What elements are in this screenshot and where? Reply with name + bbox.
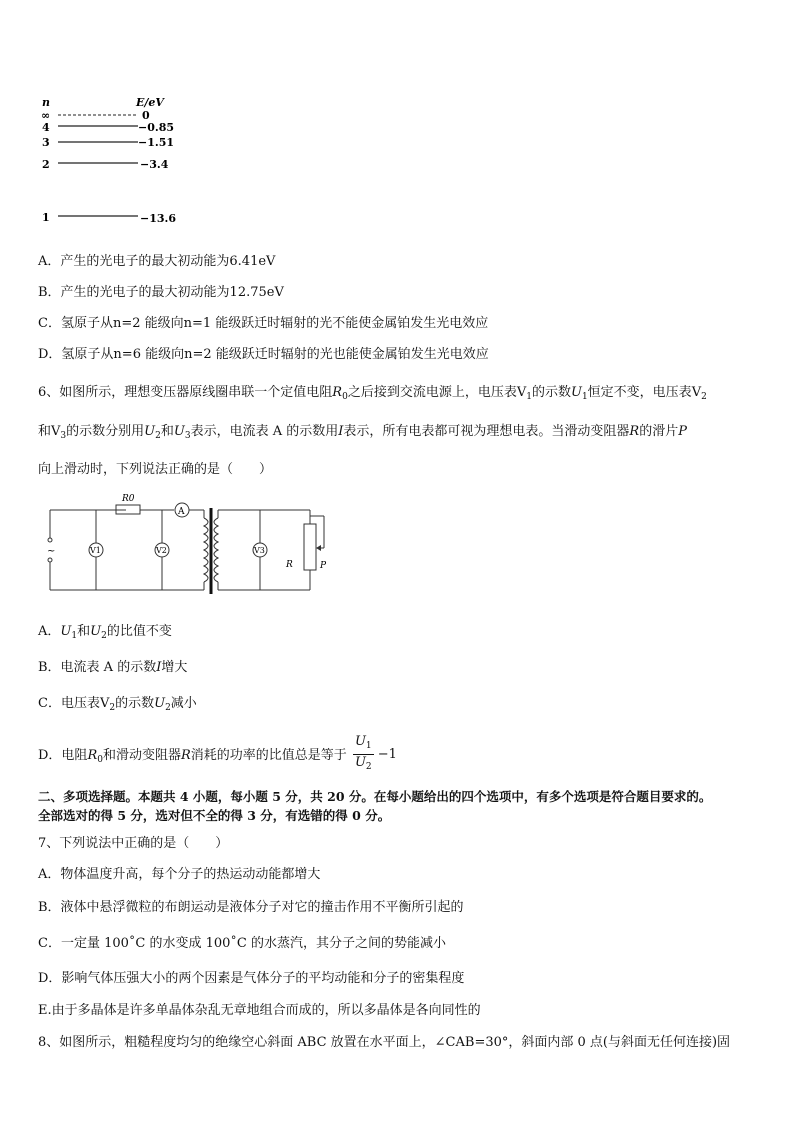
frac-den-u: U	[354, 755, 366, 770]
q6-d-r0-sub: 0	[97, 755, 103, 765]
level-n-3: 3	[42, 136, 50, 149]
q6-d-fraction	[353, 734, 374, 775]
q6-a-u1-sub: 1	[71, 631, 78, 641]
frac-num-sub: 1	[365, 741, 372, 751]
q6-l2-text-a: 和	[38, 424, 52, 439]
q6-l2-text-e: 表示，所有电表都可视为理想电表。当滑动变阻器	[343, 424, 630, 439]
q6-stem-line1	[38, 381, 707, 402]
e-axis-label: E/eV	[136, 96, 164, 109]
u2-sub: 2	[155, 431, 161, 441]
u1-sub: 1	[581, 392, 588, 402]
q6-c-u2-sub: 2	[165, 703, 171, 713]
q6-b-text: B．电流表 A 的示数	[38, 660, 157, 675]
section2-line2: 全部选对的得 5 分，选对但不全的得 3 分，有选错的得 0 分。	[38, 808, 391, 823]
q5-option-b: B．产生的光电子的最大初动能为12.75eV	[38, 285, 284, 300]
level-e-2: −3.4	[140, 158, 169, 171]
circuit-svg	[38, 488, 338, 600]
v2-sub: 2	[701, 392, 707, 402]
q6-l2-text-b: 的示数分别用	[66, 424, 145, 439]
circuit-diagram	[38, 488, 338, 600]
n-axis-label: n	[42, 96, 50, 109]
r-symbol: R	[629, 424, 640, 439]
circuit-v2-label: V2	[156, 546, 167, 555]
q6-c-u2: U	[154, 696, 166, 711]
q6-option-a	[38, 620, 172, 641]
level-n-4: 4	[42, 121, 50, 134]
q6-c-prefix: C．电压表	[38, 696, 100, 711]
q6-stem-line2	[38, 420, 687, 441]
v2-symbol: V	[691, 385, 702, 400]
q8-stem: 8、如图所示，粗糙程度均匀的绝缘空心斜面 ABC 放置在水平面上，∠CAB=30°，斜面内部 0 点(与斜面无任何连接)固	[38, 1035, 731, 1050]
i-symbol: I	[338, 424, 344, 439]
circuit-v3-label: V3	[254, 546, 265, 555]
q5-option-c: C．氢原子从n=2 能级向n=1 能级跃迁时辐射的光不能使金属铂发生光电效应	[38, 316, 489, 331]
circuit-v1-label: V1	[90, 546, 101, 555]
u1-symbol: U	[570, 385, 582, 400]
q6-a-u1: U	[60, 624, 72, 639]
q6-stem-text2: 之后接到交流电源上，电压表	[347, 385, 517, 400]
q6-stem-text4: 恒定不变，电压表	[587, 385, 692, 400]
u3-sub: 3	[184, 431, 191, 441]
q6-d-prefix: D．电阻	[38, 748, 88, 763]
q6-a-mid: 和	[77, 624, 91, 639]
q6-d-mid2: 消耗的功率的比值总是等于	[190, 748, 347, 763]
section2-line1: 二、多项选择题。本题共 4 小题，每小题 5 分，共 20 分。在每小题给出的四个选项中，有多个选项是符合题目要求的。	[38, 789, 712, 804]
frac-den-sub: 2	[365, 762, 372, 772]
q6-a-post: 的比值不变	[106, 624, 172, 639]
q6-d-r: R	[180, 748, 191, 763]
v3-sub: 3	[60, 431, 67, 441]
u3-symbol: U	[173, 424, 185, 439]
circuit-ammeter-label: A	[178, 507, 185, 517]
q6-stem-text1: 6、如图所示，理想变压器原线圈串联一个定值电阻	[38, 385, 333, 400]
q7-option-c: C．一定量 100˚C 的水变成 100˚C 的水蒸汽，其分子之间的势能减小	[38, 936, 446, 951]
q6-d-r0: R	[87, 748, 98, 763]
p-symbol: P	[678, 424, 687, 439]
q7-stem: 7、下列说法中正确的是（ ）	[38, 836, 229, 851]
v1-symbol: V	[516, 385, 527, 400]
circuit-r-label: R	[286, 560, 293, 570]
q7-option-e: E.由于多晶体是许多单晶体杂乱无章地组合而成的，所以多晶体是各向同性的	[38, 1003, 481, 1018]
q6-c-v2: V	[99, 696, 110, 711]
q6-b-post: 增大	[161, 660, 188, 675]
q6-c-mid: 的示数	[115, 696, 155, 711]
q6-option-d	[38, 734, 397, 775]
u2-symbol: U	[144, 424, 156, 439]
circuit-r0-label: R0	[122, 494, 135, 504]
q5-option-d: D．氢原子从n=6 能级向n=2 能级跃迁时辐射的光也能使金属铂发生光电效应	[38, 347, 489, 362]
level-n-2: 2	[42, 158, 50, 171]
q6-option-c	[38, 692, 197, 713]
energy-level-svg	[36, 92, 196, 232]
q6-c-post: 减小	[170, 696, 197, 711]
level-e-1: −13.6	[140, 212, 177, 225]
r0-symbol: R	[332, 385, 343, 400]
q6-c-v2-sub: 2	[109, 703, 116, 713]
q6-l2-text-f: 的滑片	[639, 424, 679, 439]
q6-b-i: I	[156, 660, 162, 675]
q6-stem-text3: 的示数	[531, 385, 571, 400]
q6-l2-text-c: 和	[160, 424, 174, 439]
frac-num-u: U	[354, 734, 366, 749]
source-symbol: ~	[47, 546, 56, 557]
level-n-1: 1	[42, 211, 50, 224]
v1-sub: 1	[526, 392, 532, 402]
level-e-3: −1.51	[138, 136, 175, 149]
level-e-inf: 0	[142, 109, 150, 122]
level-n-inf: ∞	[41, 109, 51, 122]
q5-option-a: A．产生的光电子的最大初动能为6.41eV	[38, 254, 276, 269]
q6-option-b	[38, 656, 187, 675]
q6-stem-line3: 向上滑动时，下列说法正确的是（ ）	[38, 462, 273, 477]
q7-option-a: A．物体温度升高，每个分子的热运动动能都增大	[38, 867, 321, 882]
q7-option-d: D．影响气体压强大小的两个因素是气体分子的平均动能和分子的密集程度	[38, 971, 465, 986]
energy-level-diagram	[36, 92, 196, 232]
q7-option-b: B．液体中悬浮微粒的布朗运动是液体分子对它的撞击作用不平衡所引起的	[38, 900, 464, 915]
r0-sub: 0	[342, 392, 348, 402]
v3-symbol: V	[51, 424, 61, 439]
circuit-p-label: P	[320, 561, 327, 571]
q6-l2-text-d: 表示，电流表 A 的示数用	[190, 424, 339, 439]
q6-a-u2-sub: 2	[101, 631, 107, 641]
q6-d-minus-one: −1	[377, 747, 397, 762]
q6-a-u2: U	[90, 624, 102, 639]
q6-d-mid: 和滑动变阻器	[102, 748, 181, 763]
q6-a-prefix: A．	[38, 624, 61, 639]
level-e-4: −0.85	[138, 121, 175, 134]
